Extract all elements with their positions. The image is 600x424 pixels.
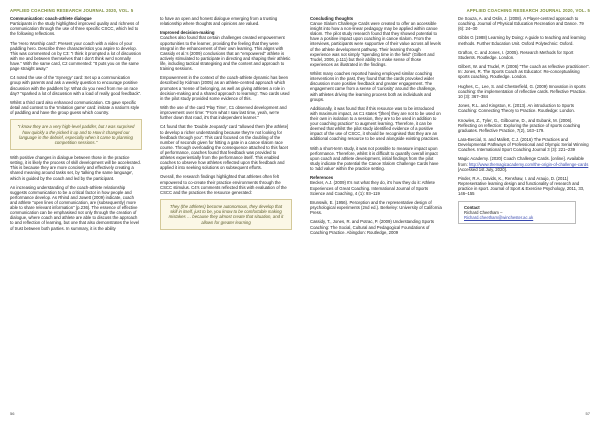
- contact-box: [458, 201, 576, 224]
- reference-entry: [458, 156, 590, 171]
- paragraph: Canoe Slalom Challenge Cards were created to offer an accessible insight into how a non-linear pedagogy may be applied within canoe slalom. The pilot study research found that they showed potential to have a positive impact upon coaching in canoe slalom. From the interviews, participants were supportive of their value across all levels of the athlete development pathway. Their learning through experience was not simply "spending time in the field" (Gilbert and Trudel, 2006, p.111) but their ability to make sense of those experiences as illustrated in the findings.: [310, 21, 441, 67]
- reference-entry: Hughes, C., Lee, S. and Chesterfield, G. (2009) Innovation in sports coaching: the implementation of reflective cards. Reflective Practice. 10 (3): 367–384: [458, 83, 587, 99]
- section-heading-communication: Communication: coach-athlete dialogue: [10, 16, 92, 21]
- reference-entry: Knowles, Z., Tyler, G., Gilbourne, D., and Eubank, M. (2006). Reflecting on reflection: Exploring the practice of sports coaching graduates. Reflective Practice, 7(2), 163–179.: [458, 117, 581, 133]
- reference-entry: Jones, R.L. and Kingston, K. (2013). An introduction to Sports Coaching: Connecting Theory to Practice. Routledge: London.: [458, 103, 575, 114]
- paragraph: Empowerment in the context of the coach-athlete dynamic has been described by Kidman (2005) as an athlete-centred approach which promotes a 'sense of belonging, as well as giving athletes a role in decision-making and a shared approach to learning'. Two cards used in the pilot study provided some evidence of this.: [160, 75, 290, 101]
- paragraph: With positive changes in dialogue between those in the practice setting, it is likely the process of skill development will be accelerated. This is because they are more concisely and effectively creating a shared meaning around tasks set, by 'talking the same language', which is guided by the coach and led by the participant.: [10, 155, 141, 181]
- right-column-2: [458, 16, 590, 224]
- reference-text: Magic Academy. (2020) Coach Challenge Cards. [online]. Available from:: [458, 156, 584, 167]
- page-number: 57: [585, 411, 590, 416]
- paragraph: Whilst a third card also enhanced communication. C5 gave specific detail and context to the 'Imitation game' card: imitate a nation's style of paddling and have the group guess which country.: [10, 99, 140, 116]
- running-head: APPLIED COACHING RESEARCH JOURNAL 2020, VOL. 5: [466, 8, 590, 13]
- page-number: 56: [10, 411, 15, 416]
- reference-entry: Lara-Bercial, S. and Mallett, C.J. (2016) The Practices and Developmental Pathways of Professional and Olympic Serial Winning Coaches. International Sport Coaching Journal 3 (3): 221–239: [458, 137, 589, 153]
- reference-link[interactable]: http://www.themagicacademy.com/the-origin-of-challenge-cards: [468, 161, 589, 167]
- pull-quote: "I know they are a very high-level paddler, but I was surprised how quickly a the picked it up and to How it changed our language in the debrief, especially when it came to planning competition sessions.": [10, 119, 142, 150]
- reference-entry: Becker, A.J. (2009) It's not what they do, it's how they do it: Athlete Experiences of Great Coaching. International Journal of Sports Science and Coaching, 4 (1): 93–119: [310, 180, 435, 196]
- reference-entry: Pinder, R.A., Davids, K., Renshaw, I. and Araujo, D. (2011) Representative learning design and functionality of research and practice in sport. Journal of Sport & Exercise Psychology, 2011, 33, 146–155: [458, 175, 585, 197]
- paragraph: C4 noted the use of the 'Synergy' card: Set up a communication group with parents and ask a weekly question to encourage positive discussion with the paddlers by: What do you need from me on race day? "sparked a lot of discussion with a load of really good feedback".: [10, 75, 142, 96]
- paragraph: Coaches also found that certain challenges created empowerment opportunities to the learner, providing the feeling that they were integral in the enhancement of their own learning. This aligns with Cassidy et al.'s (2009) conclusions that an "empowered" athlete is actively stimulated to participate in directing and shaping their athletic life, including tactical strategising and the content and approach to training sessions.: [160, 35, 291, 72]
- right-column-1: [310, 16, 442, 239]
- right-page: [300, 0, 600, 424]
- paragraph: With a short-term study, it was not possible to measure impact upon performance. Therefore, whilst it is difficult to quantify overall impact upon coach and athlete development, initial findings from the pilot study indicate the potential the Canoe Slalom Challenge Cards have to 'add value' within the practice setting.: [310, 145, 439, 172]
- pull-quote: They (the athletes) become autonomous, they develop that skill in itself, just to be, you know to be comfortable making mistakes … because they almost create that situation, and it allows for greater learning: [160, 199, 292, 230]
- reference-entry: Brunswik, E. (1956). Perception and the representative design of psychological experiments (2nd ed.). Berkeley: University of California Press.: [310, 199, 442, 216]
- contact-label: Contact: [464, 204, 480, 210]
- contact-name: Richard Cheetham –: [464, 209, 503, 215]
- left-column-1: [10, 16, 142, 235]
- reference-entry: Gilbert, W. and Trudel, P. (2006) "The coach as reflective practitioner". In: Jones, R. The Sports Coach as Educator: Re-conceptualising sports coaching. Routledge. London.: [458, 64, 590, 80]
- reference-entry: Cassidy, T., Jones, R. and Potrac, P. (2009) Understanding Sports Coaching: The Social, Cultural and Pedagogical Foundations of Coaching Practice. Abingdon: Routledge, 2009: [310, 219, 435, 235]
- reference-entry: De Souza, A. and Oslin, J. (2008). A Player-centred approach to coaching. Journal of Physical Education Recreation and Dance. 79 (6): 24–30: [458, 16, 584, 32]
- paragraph: Overall, the research findings highlighted that athletes often felt empowered to co-create their practice environments through the CSCC stimulus. C4's comments reflected this with evaluation of the CSCC and the practices the resource generated:: [160, 174, 287, 195]
- paragraph: to have an open and honest dialogue emerging from a trusting relationship where thoughts and opinions are valued.: [160, 16, 278, 27]
- paragraph: With the use of the card 'Play Time', C1 observed development and improvement over time: "From what I saw last time, yeah, we're further down that road, it's that independent learner.": [160, 104, 287, 121]
- reference-text: [Accessed 1st July, 2020].: [458, 166, 508, 172]
- left-column-2: [160, 16, 292, 235]
- paragraph: Participants in the study highlighted improved quality and richness of communication through the use of three specific CSCC, which led to the following reflections.: [10, 21, 139, 37]
- paragraph: The 'Hero Worship card': Present your coach with a video of your paddling hero. Describe three characteristics you aspire to develop. This was commented on by C3: "I think it prompted a lot of discussion with me and between themselves that I don't think we'd normally have." With the same card, C2 commented: "It puts you on the same page straight away.": [10, 40, 141, 72]
- section-heading-concluding: Concluding thoughts: [310, 16, 354, 21]
- reference-entry: Grafton, C. and Jones, I. (2005). Research Methods for Sport Students. Routledge. London.: [458, 49, 574, 60]
- paragraph: Whilst many coaches reported having employed similar coaching interventions in the past, they found that the cards provoked wider discussion more positive feedback and greater engagement. The engagement came from a sense of 'curiosity' around the challenge, with athletes driving the learning process both as individuals and groups.: [310, 71, 437, 102]
- section-heading-decision-making: Improved decision-making: [160, 30, 215, 36]
- section-heading-references: References: [310, 175, 334, 181]
- running-head: APPLIED COACHING RESEARCH JOURNAL 2020, VOL. 5: [10, 8, 134, 13]
- paragraph: C4 found that the 'Double Jeopardy' card "allowed them [the athlete] to develop a richer understanding because they're not looking for feedback through you". This card focused on the doubling of the number of seconds given for hitting a gate in a canoe slalom race course. Through overloading the consequence attached to this facet of performance, coaches found that feedback was provided to athletes experientially from the performance itself. This enabled coaches to observe how athletes reflected upon this feedback and applied it into seeking solutions on subsequent efforts.: [160, 124, 289, 171]
- paragraph: An increasing understanding of the coach-athlete relationship suggests communication to be a critical factor in how people and performance develop. As Rhind and Jowett (2009) indicate, coach and athlete "open lines of communication, are (subsequently) more able to share relevant information" (p.236). The essence of effective communication can be emphasised not only through the creation of dialogue, where coach and athlete are able to discuss the approach to and reflection of learning, but one that also demonstrates the level of trust between both parties. In summary, it is the ability: [10, 184, 139, 231]
- paragraph: Additionally, it was found that if this resource was to be introduced with maximum impact, as C1 states "[then] they are not to be used on their own in isolation to a session, they are to be used in addition to your coaching practice" to augment learning. Therefore, it can be deemed that whilst the pilot study identified evidence of a positive impact of the use of CSCC, it should be recognised that they are an additional coaching resource to be used alongside existing practices.: [310, 105, 441, 142]
- reference-entry: Gibbs G (1988) Learning by Doing: A guide to teaching and learning methods. Further Education Unit. Oxford Polytechnic: Oxford.: [458, 35, 586, 46]
- contact-email-link[interactable]: Richard.cheetham@winchester.ac.uk: [464, 214, 534, 220]
